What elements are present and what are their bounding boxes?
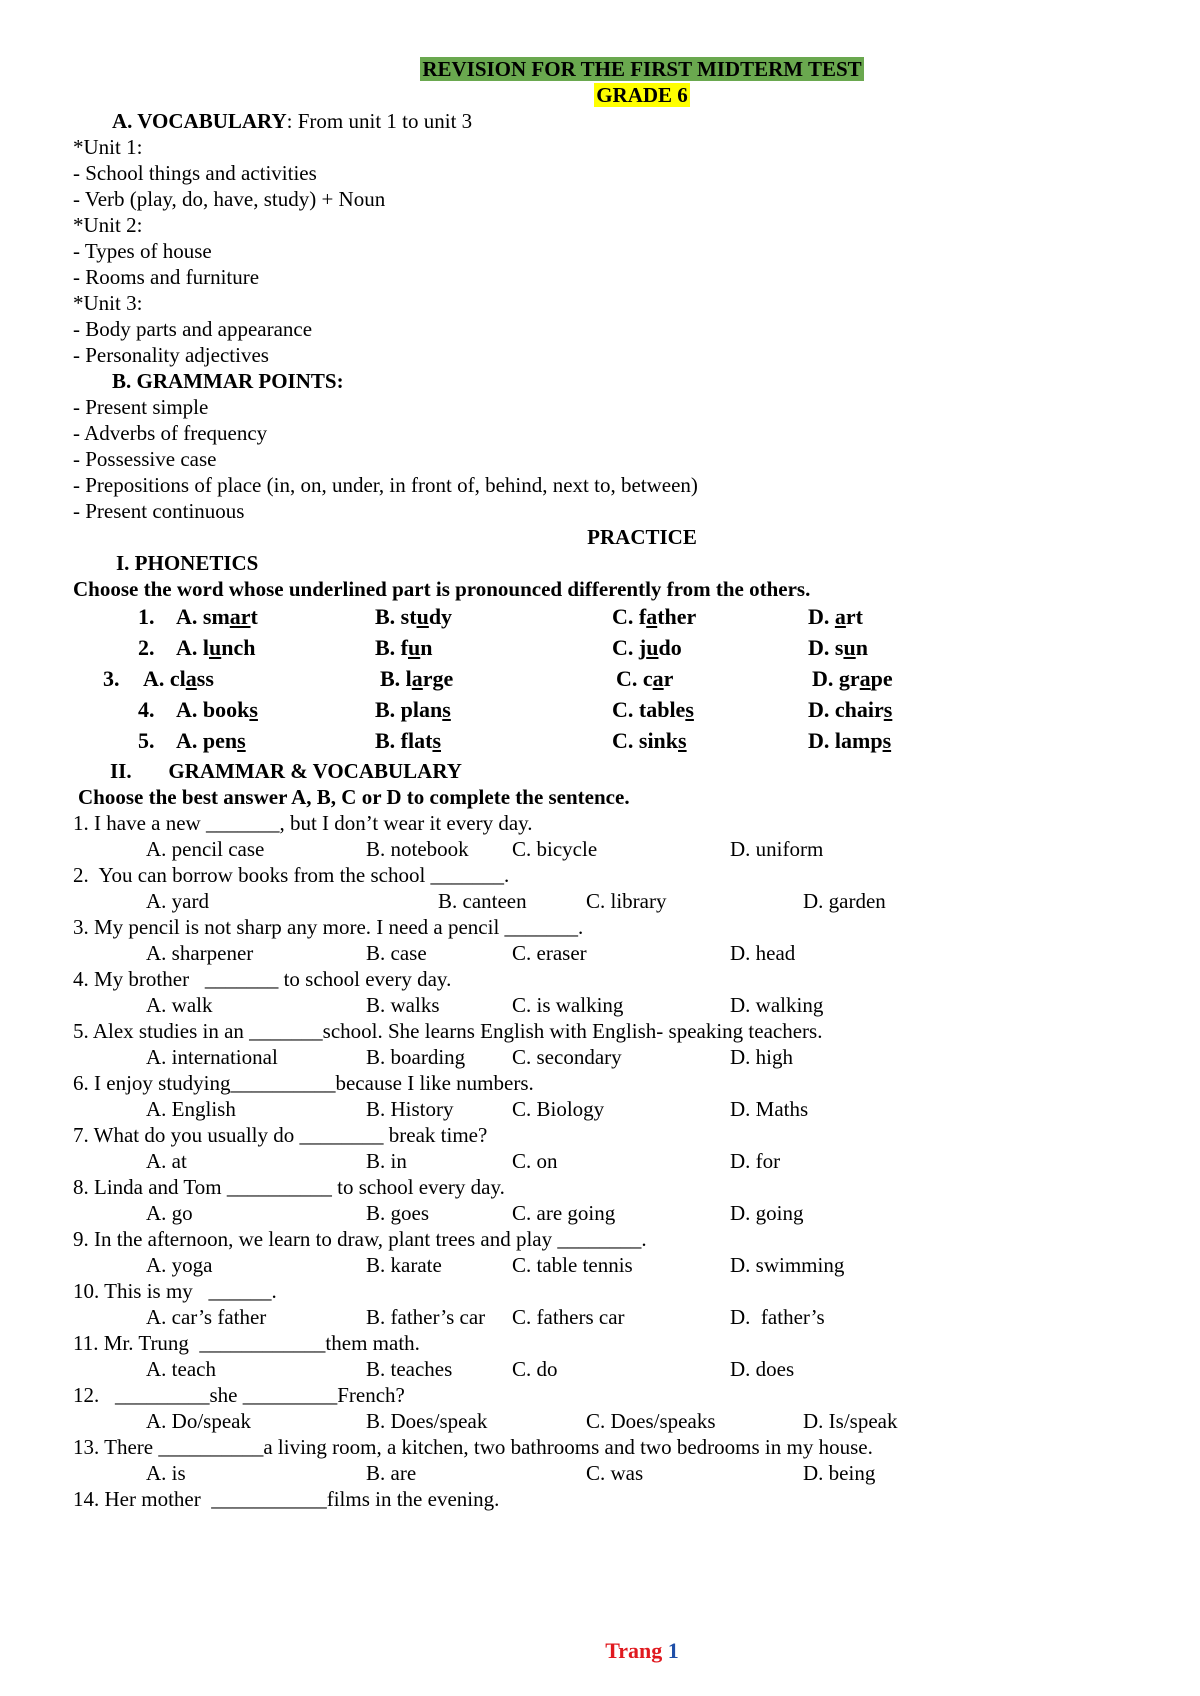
answer-option: A. car’s father [146, 1305, 267, 1329]
document-title: REVISION FOR THE FIRST MIDTERM TEST [422, 57, 862, 81]
answer-option: B. canteen [438, 889, 527, 913]
phonetics-option: D. sun [808, 635, 868, 660]
phonetics-option: A. smart [176, 604, 258, 629]
answer-option: A. Do/speak [146, 1409, 251, 1433]
answer-option: B. in [366, 1149, 407, 1173]
question-text: 6. I enjoy studying__________because I like numbers. [73, 1071, 534, 1095]
answer-option: B. boarding [366, 1045, 466, 1069]
answer-option: C. on [512, 1149, 558, 1173]
practice-title: PRACTICE [587, 525, 697, 549]
page-label: Trang [605, 1638, 663, 1663]
answer-option: D. going [730, 1201, 804, 1225]
title-line [0, 56, 1200, 82]
grammar-point-line: - Present continuous [73, 499, 245, 523]
vocabulary-heading: A. VOCABULARY [112, 109, 287, 133]
question-text: 13. There __________a living room, a kitchen, two bathrooms and two bedrooms in my house. [73, 1435, 873, 1459]
answer-option: D. swimming [730, 1253, 845, 1277]
vocab-line: - Personality adjectives [73, 343, 269, 367]
grammar-point-line: - Present simple [73, 395, 209, 419]
answer-option: A. English [146, 1097, 236, 1121]
question-number: 2. [138, 635, 155, 660]
question-text: 12. _________she _________French? [73, 1383, 405, 1407]
answer-option: D. Is/speak [803, 1409, 898, 1433]
answer-option: D. uniform [730, 837, 824, 861]
answer-option: B. Does/speak [366, 1409, 488, 1433]
answer-option: A. at [146, 1149, 187, 1173]
answer-option: B. case [366, 941, 427, 965]
phonetics-option: B. fun [375, 635, 433, 660]
answer-option: C. fathers car [512, 1305, 625, 1329]
grammar-point-line: - Prepositions of place (in, on, under, in front of, behind, next to, between) [73, 473, 698, 497]
answer-option: B. are [366, 1461, 417, 1485]
vocabulary-heading-line [112, 108, 472, 134]
question-number: 1. [138, 604, 155, 629]
phonetics-option: A. pens [176, 728, 246, 753]
question-number: 3. [103, 666, 120, 691]
vocab-line: - Body parts and appearance [73, 317, 313, 341]
vocab-line: - School things and activities [73, 161, 317, 185]
vocabulary-range: : From unit 1 to unit 3 [286, 109, 473, 133]
answer-option: B. karate [366, 1253, 442, 1277]
phonetics-heading: I. PHONETICS [116, 551, 259, 575]
vocab-line: - Rooms and furniture [73, 265, 260, 289]
grammar-point-line: - Adverbs of frequency [73, 421, 268, 445]
phonetics-option: C. judo [612, 635, 682, 660]
vocab-line: *Unit 1: [73, 135, 143, 159]
answer-option: C. secondary [512, 1045, 622, 1069]
question-text: 2. You can borrow books from the school _______. [73, 863, 510, 887]
answer-option: D. garden [803, 889, 886, 913]
answer-option: D. walking [730, 993, 824, 1017]
question-text: 4. My brother _______ to school every day. [73, 967, 452, 991]
answer-option: A. pencil case [146, 837, 265, 861]
question-text: 10. This is my ______. [73, 1279, 277, 1303]
vocab-line: - Types of house [73, 239, 212, 263]
answer-option: A. yard [146, 889, 209, 913]
phonetics-option: A. books [176, 697, 258, 722]
question-text: 7. What do you usually do ________ break time? [73, 1123, 488, 1147]
answer-option: A. walk [146, 993, 213, 1017]
phonetics-option: D. lamps [808, 728, 892, 753]
question-number: 5. [138, 728, 155, 753]
answer-option: B. father’s car [366, 1305, 486, 1329]
answer-option: A. go [146, 1201, 193, 1225]
question-text: 8. Linda and Tom __________ to school every day. [73, 1175, 505, 1199]
phonetics-instruction: Choose the word whose underlined part is pronounced differently from the others. [73, 577, 811, 601]
answer-option: A. yoga [146, 1253, 213, 1277]
answer-option: B. History [366, 1097, 454, 1121]
answer-option: D. head [730, 941, 796, 965]
answer-option: C. library [586, 889, 667, 913]
answer-option: C. eraser [512, 941, 587, 965]
answer-option: D. Maths [730, 1097, 809, 1121]
phonetics-option: B. study [375, 604, 453, 629]
answer-option: C. Biology [512, 1097, 605, 1121]
answer-option: C. is walking [512, 993, 624, 1017]
phonetics-option: B. plans [375, 697, 451, 722]
phonetics-option: C. father [612, 604, 697, 629]
answer-option: D. for [730, 1149, 781, 1173]
question-text: 9. In the afternoon, we learn to draw, plant trees and play ________. [73, 1227, 647, 1251]
vocab-line: *Unit 2: [73, 213, 143, 237]
question-text: 3. My pencil is not sharp any more. I need a pencil _______. [73, 915, 584, 939]
answer-option: B. walks [366, 993, 440, 1017]
answer-option: D. does [730, 1357, 795, 1381]
question-text: 1. I have a new _______, but I don’t wear it every day. [73, 811, 533, 835]
answer-option: C. table tennis [512, 1253, 633, 1277]
phonetics-option: D. grape [812, 666, 893, 691]
grade-line [0, 82, 1200, 108]
answer-option: D. father’s [730, 1305, 825, 1329]
answer-option: C. are going [512, 1201, 616, 1225]
page-footer [0, 1638, 1200, 1664]
answer-option: C. was [586, 1461, 644, 1485]
answer-option: A. international [146, 1045, 278, 1069]
answer-option: C. bicycle [512, 837, 598, 861]
question-text: 14. Her mother ___________films in the evening. [73, 1487, 500, 1511]
answer-option: B. teaches [366, 1357, 453, 1381]
answer-option: D. being [803, 1461, 876, 1485]
grammar-vocab-instruction: Choose the best answer A, B, C or D to complete the sentence. [78, 785, 630, 809]
answer-option: D. high [730, 1045, 793, 1069]
vocab-line: - Verb (play, do, have, study) + Noun [73, 187, 386, 211]
page-number: 1 [667, 1638, 679, 1663]
phonetics-option: D. art [808, 604, 863, 629]
answer-option: C. do [512, 1357, 558, 1381]
grade-label: GRADE 6 [596, 83, 688, 107]
answer-option: A. sharpener [146, 941, 254, 965]
phonetics-option: C. car [616, 666, 674, 691]
answer-option: B. goes [366, 1201, 429, 1225]
phonetics-option: B. flats [375, 728, 442, 753]
question-text: 5. Alex studies in an _______school. She learns English with English- speaking teachers. [73, 1019, 823, 1043]
phonetics-option: D. chairs [808, 697, 893, 722]
vocab-line: *Unit 3: [73, 291, 143, 315]
question-text: 11. Mr. Trung ____________them math. [73, 1331, 420, 1355]
phonetics-option: C. sinks [612, 728, 687, 753]
phonetics-option: A. class [143, 666, 214, 691]
answer-option: A. teach [146, 1357, 216, 1381]
question-number: 4. [138, 697, 155, 722]
phonetics-option: A. lunch [176, 635, 256, 660]
grammar-point-line: - Possessive case [73, 447, 217, 471]
phonetics-option: B. large [380, 666, 454, 691]
grammar-vocab-heading: II. GRAMMAR & VOCABULARY [110, 759, 462, 783]
grammar-points-heading: B. GRAMMAR POINTS: [112, 369, 344, 393]
answer-option: A. is [146, 1461, 186, 1485]
phonetics-option: C. tables [612, 697, 694, 722]
answer-option: B. notebook [366, 837, 469, 861]
answer-option: C. Does/speaks [586, 1409, 716, 1433]
